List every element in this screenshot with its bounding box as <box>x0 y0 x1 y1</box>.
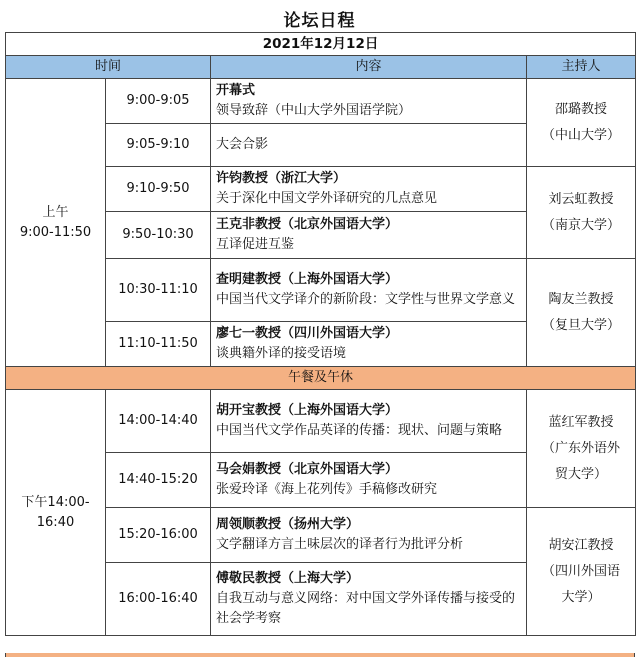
morning-period-time: 9:00-11:50 <box>19 224 92 240</box>
host-cell <box>527 167 636 259</box>
host-affiliation-cont: 大学） <box>561 589 601 605</box>
host-affiliation: （四川外国语 <box>542 563 621 579</box>
session-speaker: 胡开宝教授（上海外国语大学） <box>216 403 399 418</box>
session-speaker: 查明建教授（上海外国语大学） <box>216 272 399 287</box>
table-row <box>6 79 636 124</box>
session-speaker: 王克非教授（北京外国语大学） <box>216 217 399 232</box>
session-topic: 谈典籍外译的接受语境 <box>216 346 347 361</box>
afternoon-period: 下午14:00-16:40 <box>6 390 106 636</box>
host-name: 邵璐教授 <box>555 101 608 117</box>
session-speaker: 开幕式 <box>216 83 256 98</box>
session-content <box>211 563 527 636</box>
schedule-date: 2021年12月12日 <box>6 33 636 56</box>
host-cell <box>527 508 636 636</box>
next-row-band <box>5 653 635 657</box>
session-time: 14:40-15:20 <box>106 453 211 508</box>
session-topic: 中国当代文学作品英译的传播：现状、问题与策略 <box>216 423 503 438</box>
session-content <box>211 124 527 167</box>
host-cell <box>527 390 636 508</box>
host-affiliation: （南京大学） <box>542 217 621 233</box>
session-content <box>211 453 527 508</box>
session-speaker: 廖七一教授（四川外国语大学） <box>216 326 399 341</box>
session-time: 9:00-9:05 <box>106 79 211 124</box>
session-speaker: 傅敬民教授（上海大学） <box>216 571 360 586</box>
host-name: 胡安江教授 <box>548 537 614 553</box>
lunch-row <box>6 367 636 390</box>
session-content <box>211 390 527 453</box>
session-topic: 中国当代文学译介的新阶段：文学性与世界文学意义 <box>216 292 516 307</box>
host-affiliation: （广东外语外 <box>542 440 621 456</box>
header-content: 内容 <box>211 56 527 79</box>
session-speaker: 马会娟教授（北京外国语大学） <box>216 462 399 477</box>
session-time: 9:50-10:30 <box>106 212 211 259</box>
session-topic: 张爱玲译《海上花列传》手稿修改研究 <box>216 482 438 497</box>
session-time: 9:10-9:50 <box>106 167 211 212</box>
header-row <box>6 56 636 79</box>
session-time: 10:30-11:10 <box>106 259 211 322</box>
host-name: 陶友兰教授 <box>548 291 614 307</box>
host-affiliation: （复旦大学） <box>542 317 621 333</box>
session-content <box>211 167 527 212</box>
session-topic: 互译促进互鉴 <box>216 237 295 252</box>
session-time: 16:00-16:40 <box>106 563 211 636</box>
session-topic: 文学翻译方言土味层次的译者行为批评分析 <box>216 537 464 552</box>
session-time: 14:00-14:40 <box>106 390 211 453</box>
session-topic: 关于深化中国文学外译研究的几点意见 <box>216 191 438 206</box>
session-time: 15:20-16:00 <box>106 508 211 563</box>
session-time: 11:10-11:50 <box>106 322 211 367</box>
host-affiliation-cont: 贸大学） <box>555 466 608 482</box>
session-content <box>211 79 527 124</box>
session-topic: 领导致辞（中山大学外国语学院） <box>216 103 412 118</box>
session-time: 9:05-9:10 <box>106 124 211 167</box>
page-title: 论坛日程 <box>283 11 356 31</box>
lunch-label: 午餐及午休 <box>6 367 636 390</box>
session-content <box>211 508 527 563</box>
header-time: 时间 <box>6 56 211 79</box>
schedule-table <box>5 32 636 636</box>
host-cell <box>527 259 636 367</box>
morning-period-label: 上午 <box>42 204 69 220</box>
host-name: 蓝红军教授 <box>548 414 614 430</box>
host-affiliation: （中山大学） <box>542 127 621 143</box>
table-row <box>6 390 636 453</box>
session-speaker: 许钧教授（浙江大学） <box>216 171 347 186</box>
session-topic: 自我互动与意义网络：对中国文学外译传播与接受的社会学考察 <box>216 591 516 626</box>
session-speaker: 周领顺教授（扬州大学） <box>216 517 360 532</box>
session-topic: 大会合影 <box>216 137 269 152</box>
header-host: 主持人 <box>527 56 636 79</box>
morning-period <box>6 79 106 367</box>
session-content <box>211 259 527 322</box>
host-name: 刘云虹教授 <box>548 191 614 207</box>
session-content <box>211 212 527 259</box>
host-cell <box>527 79 636 167</box>
session-content <box>211 322 527 367</box>
